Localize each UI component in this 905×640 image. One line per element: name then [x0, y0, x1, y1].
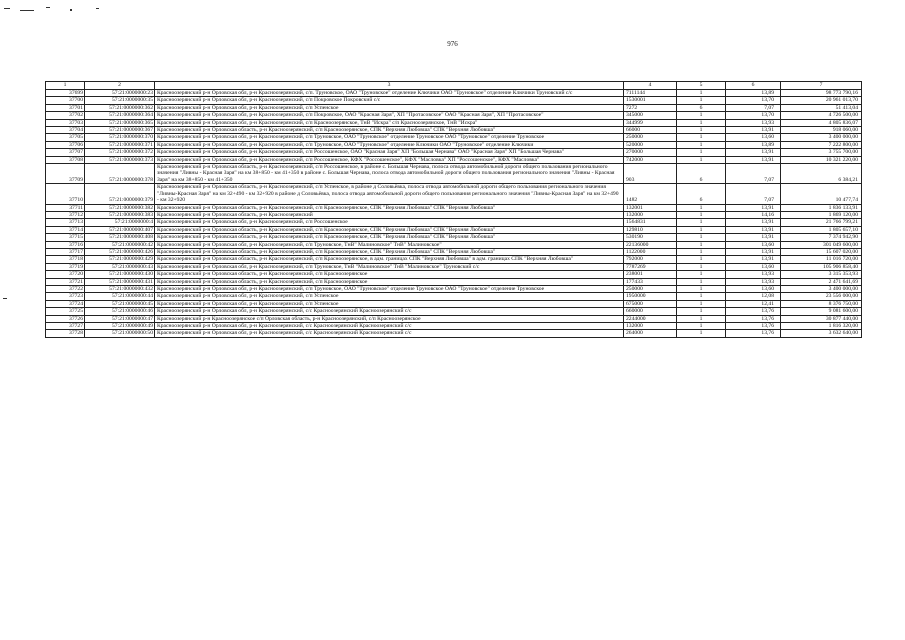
cadastral-value-cell: 1 805 657,10 — [781, 226, 862, 233]
cadastral-number-cell: 57:21:0000000:47 — [85, 315, 155, 322]
location-description-cell: Красноозерянский р-н Орловская обл, р-н Красноозерянский, с/с Красноозерянский Красноозерянский с/с — [155, 323, 624, 330]
unit-value-cell: 13,60 — [726, 241, 781, 248]
cadastral-value-cell: 15 607 020,00 — [781, 248, 862, 255]
column-header: 7 — [781, 82, 862, 90]
row-number-cell: 37708 — [46, 156, 85, 163]
area-cell: 7272 — [624, 104, 677, 111]
scan-speck — [96, 8, 99, 9]
column-header: 5 — [677, 82, 726, 90]
cadastral-value-cell: 6 384,21 — [781, 164, 862, 184]
cadastral-value-cell: 11 016 720,00 — [781, 256, 862, 263]
area-cell: 7787269 — [624, 263, 677, 270]
cadastral-number-cell: 57:21:0000000:371 — [85, 141, 155, 148]
group-cell: 1 — [677, 323, 726, 330]
cadastral-number-cell: 57:21:0000000:35 — [85, 97, 155, 104]
cadastral-number-cell: 57:21:0000000:49 — [85, 323, 155, 330]
group-cell: 1 — [677, 241, 726, 248]
row-number-cell: 37710 — [46, 184, 85, 204]
cadastral-value-cell: 4 805 836,07 — [781, 119, 862, 126]
cadastral-number-cell: 57:21:0000000:383 — [85, 211, 155, 218]
unit-value-cell: 12,08 — [726, 293, 781, 300]
cadastral-value-cell: 3 400 000,00 — [781, 134, 862, 141]
cadastral-number-cell: 57:21:0000000:44 — [85, 293, 155, 300]
row-number-cell: 37726 — [46, 315, 85, 322]
group-cell: 1 — [677, 234, 726, 241]
area-cell: 66000 — [624, 127, 677, 134]
table-row — [46, 149, 862, 156]
location-description-cell: Красноозерянский р-н Орловская область, р-н Красноозерянский, с/п Красноозерянское, в адм. границах СПК "Верхняя Любовша" в адм. границах СПК "Верхняя Любовша" — [155, 256, 624, 263]
row-number-cell: 37717 — [46, 248, 85, 255]
group-cell: 1 — [677, 141, 726, 148]
cadastral-number-cell: 57:21:0000000:382 — [85, 204, 155, 211]
row-number-cell: 37702 — [46, 112, 85, 119]
area-cell: 2244000 — [624, 315, 677, 322]
unit-value-cell: 13,76 — [726, 308, 781, 315]
cadastral-value-cell: 23 556 000,00 — [781, 293, 862, 300]
row-number-cell: 37699 — [46, 90, 85, 97]
table-row — [46, 156, 862, 163]
cadastral-value-cell: 105 906 858,40 — [781, 263, 862, 270]
area-cell: 250000 — [624, 134, 677, 141]
page-number: 976 — [447, 40, 458, 48]
area-cell: 1482 — [624, 184, 677, 204]
area-cell: 132000 — [624, 323, 677, 330]
group-cell: 1 — [677, 112, 726, 119]
cadastral-number-cell: 57:21:0000000:364 — [85, 112, 155, 119]
cadastral-number-cell: 57:21:0000000:23 — [85, 90, 155, 97]
area-cell: 792000 — [624, 256, 677, 263]
row-number-cell: 37727 — [46, 323, 85, 330]
group-cell: 1 — [677, 149, 726, 156]
table-row — [46, 330, 862, 337]
row-number-cell: 37722 — [46, 285, 85, 292]
area-cell: 132000 — [624, 211, 677, 218]
cadastral-value-cell: 21 766 799,21 — [781, 219, 862, 226]
cadastral-number-cell: 57:21:0000000:429 — [85, 256, 155, 263]
unit-value-cell: 7,07 — [726, 104, 781, 111]
land-plot-table — [45, 81, 862, 338]
group-cell: 6 — [677, 164, 726, 184]
area-cell: 903 — [624, 164, 677, 184]
table-row — [46, 271, 862, 278]
location-description-cell: Красноозерянский р-н Орловская обл, р-н Красноозерянский, с/п Россошенское, КФХ "Россошенское", КФХ "Масловка" ХП "Россошенское", КФХ "Масловка" — [155, 156, 624, 163]
cadastral-value-cell: 4 726 500,00 — [781, 112, 862, 119]
unit-value-cell: 13,60 — [726, 263, 781, 270]
cadastral-number-cell: 57:21:0000000:50 — [85, 330, 155, 337]
table-row — [46, 263, 862, 270]
location-description-cell: Красноозерянский р-н Орловская обл, р-н Красноозерянский, с/п Труновское, ОАО "Труновское" отделение Труновское ОАО "Труновское" отделение Труновское — [155, 134, 624, 141]
table-row — [46, 293, 862, 300]
column-header: 2 — [85, 82, 155, 90]
location-description-cell: Красноозерянский р-н Орловская область, р-н Красноозерянский, с/п Красноозерянское — [155, 271, 624, 278]
group-cell: 1 — [677, 330, 726, 337]
cadastral-number-cell: 57:21:0000000:365 — [85, 119, 155, 126]
group-cell: 1 — [677, 263, 726, 270]
table-row — [46, 90, 862, 97]
table-row — [46, 97, 862, 104]
table-row — [46, 141, 862, 148]
cadastral-value-cell: 7 374 942,90 — [781, 234, 862, 241]
area-cell: 1530001 — [624, 97, 677, 104]
cadastral-value-cell: 9 081 600,00 — [781, 308, 862, 315]
cadastral-value-cell: 1 869 120,00 — [781, 211, 862, 218]
group-cell: 1 — [677, 211, 726, 218]
row-number-cell: 37704 — [46, 127, 85, 134]
cadastral-number-cell: 57:21:0000000:426 — [85, 248, 155, 255]
cadastral-value-cell: 3 400 000,00 — [781, 285, 862, 292]
location-description-cell: Красноозерянский р-н Орловская обл, р-н Красноозерянский, с/п Покровское, ОАО "Красная Заря", ХП "Протасовское" ОАО "Красная Заря", ХП "Протасовское" — [155, 112, 624, 119]
table-row — [46, 308, 862, 315]
area-cell: 22136000 — [624, 241, 677, 248]
cadastral-value-cell: 7 222 800,00 — [781, 141, 862, 148]
unit-value-cell: 13,93 — [726, 271, 781, 278]
row-number-cell: 37720 — [46, 271, 85, 278]
scan-speck — [3, 298, 7, 299]
table-row — [46, 323, 862, 330]
table-row — [46, 285, 862, 292]
area-cell: 675000 — [624, 300, 677, 307]
location-description-cell: Красноозерянский р-н Орловская обл, р-н Красноозерянский, с/п Успенское — [155, 300, 624, 307]
area-cell: 345000 — [624, 112, 677, 119]
table-row — [46, 278, 862, 285]
unit-value-cell: 13,91 — [726, 127, 781, 134]
location-description-cell: Красноозерянский р-н Орловская обл, р-н Красноозерянский, с/с Красноозерянский Красноозерянский с/с — [155, 330, 624, 337]
location-description-cell: Красноозерянский р-н Орловская обл, р-н Красноозерянский, с/с Красноозерянский Красноозерянский с/с — [155, 308, 624, 315]
scan-speck — [20, 10, 34, 11]
group-cell: 1 — [677, 308, 726, 315]
unit-value-cell: 13,91 — [726, 256, 781, 263]
area-cell: 1122000 — [624, 248, 677, 255]
cadastral-value-cell: 3 755 700,00 — [781, 149, 862, 156]
cadastral-number-cell: 57:21:0000000:367 — [85, 127, 155, 134]
group-cell: 6 — [677, 104, 726, 111]
location-description-cell: Красноозерянский р-н Орловская область, р-н Красноозерянский, с/п Россошенское, в районе с. Большая Чернава, полоса отвода автомобильной дороги общего пользования регионального значения "Ливны - Красная Заря" на км 38+850 - км 41+350 в районе с. Большая Чернава, полоса отвода автомобильной дороги общего пользования регионального значения "Ливны - Красная Заря" на км 38+850 - км 41+350 — [155, 164, 624, 184]
group-cell: 1 — [677, 219, 726, 226]
location-description-cell: Красноозерянский р-н Орловская область, р-н Красноозерянский, с/п Красноозерянское — [155, 278, 624, 285]
row-number-cell: 37714 — [46, 226, 85, 233]
group-cell: 1 — [677, 256, 726, 263]
area-cell: 742000 — [624, 156, 677, 163]
row-number-cell: 37700 — [46, 97, 85, 104]
location-description-cell: Красноозерянский р-н Орловская область, р-н Красноозерянский, с/п Красноозерянское, СПК "Верхняя Любовша" СПК "Верхняя Любовша" — [155, 226, 624, 233]
row-number-cell: 37713 — [46, 219, 85, 226]
table-row — [46, 204, 862, 211]
group-cell: 1 — [677, 119, 726, 126]
cadastral-value-cell: 8 376 750,00 — [781, 300, 862, 307]
cadastral-value-cell: 20 961 013,70 — [781, 97, 862, 104]
location-description-cell: Красноозерянский р-н Красноозерянское с/п Орловская область, р-н Красноозерянский, с/п Красноозерянское — [155, 315, 624, 322]
row-number-cell: 37718 — [46, 256, 85, 263]
row-number-cell: 37715 — [46, 234, 85, 241]
group-cell: 6 — [677, 184, 726, 204]
column-header: 1 — [46, 82, 85, 90]
table-row — [46, 315, 862, 322]
row-number-cell: 37728 — [46, 330, 85, 337]
table-row — [46, 300, 862, 307]
unit-value-cell: 13,93 — [726, 119, 781, 126]
unit-value-cell: 7,07 — [726, 184, 781, 204]
cadastral-value-cell: 1 836 133,91 — [781, 204, 862, 211]
unit-value-cell: 13,93 — [726, 278, 781, 285]
table-row — [46, 112, 862, 119]
row-number-cell: 37719 — [46, 263, 85, 270]
row-number-cell: 37716 — [46, 241, 85, 248]
location-description-cell: Красноозерянский р-н Орловская область, р-н Красноозерянский, с/п Красноозерянское, СПК "Верхняя Любовша" СПК "Верхняя Любовша" — [155, 248, 624, 255]
location-description-cell: Красноозерянский р-н Орловская обл, р-н Красноозерянский, с/п Россошенское, ОАО "Красная Заря" ХП "Большая Чернава" ОАО "Красная Заря" ХП "Большая Чернава" — [155, 149, 624, 156]
location-description-cell: Красноозерянский р-н Орловская обл, р-н Красноозерянский, с/п Труновское, ТнВ" Малиновское" ТнВ" Малиновское" — [155, 241, 624, 248]
area-cell: 177433 — [624, 278, 677, 285]
scan-speck — [70, 9, 72, 11]
area-cell: 1564831 — [624, 219, 677, 226]
cadastral-number-cell: 57:21:0000000:373 — [85, 156, 155, 163]
area-cell: 129810 — [624, 226, 677, 233]
column-header: 4 — [624, 82, 677, 90]
column-header: 6 — [726, 82, 781, 90]
unit-value-cell: 14,16 — [726, 211, 781, 218]
table-row — [46, 134, 862, 141]
table-row — [46, 241, 862, 248]
area-cell: 250000 — [624, 285, 677, 292]
table-row — [46, 219, 862, 226]
location-description-cell: Красноозерянский р-н Орловская обл, р-н Красноозерянский, с/п Успенское — [155, 104, 624, 111]
unit-value-cell: 12,41 — [726, 300, 781, 307]
cadastral-number-cell: 57:21:0000000:43 — [85, 263, 155, 270]
cadastral-value-cell: 2 471 641,69 — [781, 278, 862, 285]
unit-value-cell: 13,91 — [726, 234, 781, 241]
location-description-cell: Красноозерянский р-н Орловская обл, р-н Красноозерянский, с/п Труновское, ТнВ "Малиновское" ТнВ "Малиновское" Труновский с/с — [155, 263, 624, 270]
table-row — [46, 104, 862, 111]
cadastral-number-cell: 57:21:0000000:45 — [85, 300, 155, 307]
document-table-wrapper — [45, 81, 861, 338]
table-row — [46, 119, 862, 126]
table-row — [46, 248, 862, 255]
group-cell: 1 — [677, 204, 726, 211]
cadastral-number-cell: 57:21:0000000:370 — [85, 134, 155, 141]
cadastral-value-cell: 1 816 320,00 — [781, 323, 862, 330]
row-number-cell: 37721 — [46, 278, 85, 285]
unit-value-cell: 13,76 — [726, 315, 781, 322]
unit-value-cell: 13,60 — [726, 134, 781, 141]
unit-value-cell: 13,91 — [726, 204, 781, 211]
row-number-cell: 37723 — [46, 293, 85, 300]
cadastral-value-cell: 301 049 600,00 — [781, 241, 862, 248]
cadastral-number-cell: 57:21:0000000:378 — [85, 164, 155, 184]
row-number-cell: 37725 — [46, 308, 85, 315]
area-cell: 7111144 — [624, 90, 677, 97]
cadastral-value-cell: 98 773 790,16 — [781, 90, 862, 97]
unit-value-cell: 13,89 — [726, 90, 781, 97]
scan-speck — [46, 7, 50, 8]
area-cell: 520000 — [624, 141, 677, 148]
unit-value-cell: 13,91 — [726, 219, 781, 226]
group-cell: 1 — [677, 90, 726, 97]
table-header-row — [46, 82, 862, 90]
group-cell: 1 — [677, 278, 726, 285]
area-cell: 270000 — [624, 149, 677, 156]
area-cell: 238001 — [624, 271, 677, 278]
location-description-cell: Красноозерянский р-н Орловская область, р-н Красноозерянский, с/п Красноозерянское, СПК "Верхняя Любовша" СПК "Верхняя Любовша" — [155, 127, 624, 134]
area-cell: 530190 — [624, 234, 677, 241]
area-cell: 660000 — [624, 308, 677, 315]
cadastral-value-cell: 30 877 440,00 — [781, 315, 862, 322]
cadastral-number-cell: 57:21:0000000:430 — [85, 271, 155, 278]
area-cell: 264000 — [624, 330, 677, 337]
group-cell: 1 — [677, 293, 726, 300]
column-header: 3 — [155, 82, 624, 90]
cadastral-number-cell: 57:21:0000000:407 — [85, 226, 155, 233]
location-description-cell: Красноозерянский р-н Орловская обл, р-н Красноозерянский, с/п Успенское — [155, 293, 624, 300]
area-cell: 344999 — [624, 119, 677, 126]
cadastral-number-cell: 57:21:0000000:379 — [85, 184, 155, 204]
location-description-cell: Красноозерянский р-н Орловская область, р-н Красноозерянский — [155, 211, 624, 218]
group-cell: 1 — [677, 271, 726, 278]
unit-value-cell: 13,91 — [726, 248, 781, 255]
area-cell: 1950000 — [624, 293, 677, 300]
row-number-cell: 37712 — [46, 211, 85, 218]
table-row — [46, 234, 862, 241]
location-description-cell: Красноозерянский р-н Орловская обл, р-н Красноозерянский, с/п Труновское, ОАО "Труновское" отделение Ключики ОАО "Труновское" отделение Ключики — [155, 141, 624, 148]
cadastral-value-cell: 10 477,74 — [781, 184, 862, 204]
location-description-cell: Красноозерянский р-н Орловская обл, р-н Красноозерянский, с/п. Труновское, ОАО "Труновское" отделение Ключики ОАО "Труновское" отделение Ключики Труновский с/с — [155, 90, 624, 97]
scan-speck — [4, 8, 10, 9]
location-description-cell: Красноозерянский р-н Орловская область, р-н Красноозерянский, с/п Красноозерянское, СПК "Верхняя Любовша" СПК "Верхняя Любовша" — [155, 204, 624, 211]
unit-value-cell: 7,07 — [726, 164, 781, 184]
unit-value-cell: 13,91 — [726, 149, 781, 156]
row-number-cell: 37705 — [46, 134, 85, 141]
location-description-cell: Красноозерянский р-н Орловская обл, р-н Красноозерянский, с/п Красноозерянское, ТнВ "Искра" с/п Красноозерянское, ТнВ "Искра" — [155, 119, 624, 126]
unit-value-cell: 13,60 — [726, 285, 781, 292]
table-body — [46, 90, 862, 338]
unit-value-cell: 13,91 — [726, 226, 781, 233]
table-row — [46, 184, 862, 204]
cadastral-value-cell: 3 315 353,93 — [781, 271, 862, 278]
unit-value-cell: 13,91 — [726, 156, 781, 163]
row-number-cell: 37709 — [46, 164, 85, 184]
row-number-cell: 37703 — [46, 119, 85, 126]
row-number-cell: 37724 — [46, 300, 85, 307]
cadastral-number-cell: 57:21:0000000:46 — [85, 308, 155, 315]
table-row — [46, 211, 862, 218]
location-description-cell: Красноозерянский р-н Орловская область, р-н Красноозерянский, с/п Успенское, в районе д Соловьёвка, полоса отвода автомобильной дороги общего пользования регионального значения "Ливны-Красная Заря" на км 32+490 - км 32+920 в районе д Соловьёвка, полоса отвода автомобильной дороги общего пользования регионального значения "Ливны-Красная Заря" на км 32+490 - км 32+920 — [155, 184, 624, 204]
group-cell: 1 — [677, 127, 726, 134]
cadastral-number-cell: 57:21:0000000:431 — [85, 278, 155, 285]
table-row — [46, 256, 862, 263]
row-number-cell: 37711 — [46, 204, 85, 211]
cadastral-number-cell: 57:21:0000000:432 — [85, 285, 155, 292]
cadastral-number-cell: 57:21:0000000:372 — [85, 149, 155, 156]
unit-value-cell: 13,70 — [726, 112, 781, 119]
group-cell: 1 — [677, 300, 726, 307]
group-cell: 1 — [677, 226, 726, 233]
location-description-cell: Красноозерянский р-н Орловская обл, р-н Красноозерянский, с/п Россошенское — [155, 219, 624, 226]
location-description-cell: Красноозерянский р-н Орловская обл, р-н Красноозерянский, с/п Труновское, ОАО "Труновское" отделение Труновское ОАО "Труновское" отделение Труновское — [155, 285, 624, 292]
row-number-cell: 37706 — [46, 141, 85, 148]
group-cell: 1 — [677, 315, 726, 322]
location-description-cell: Красноозерянский р-н Орловская область, р-н Красноозерянский, с/п Красноозерянское, СПК "Верхняя Любовша" СПК "Верхняя Любовша" — [155, 234, 624, 241]
cadastral-number-cell: 57:21:0000000:42 — [85, 241, 155, 248]
unit-value-cell: 13,76 — [726, 323, 781, 330]
cadastral-number-cell: 57:21:0000000:408 — [85, 234, 155, 241]
unit-value-cell: 13,70 — [726, 97, 781, 104]
unit-value-cell: 13,76 — [726, 330, 781, 337]
group-cell: 1 — [677, 285, 726, 292]
table-row — [46, 164, 862, 184]
group-cell: 1 — [677, 248, 726, 255]
cadastral-number-cell: 57:21:0000000:362 — [85, 104, 155, 111]
cadastral-value-cell: 51 413,04 — [781, 104, 862, 111]
cadastral-value-cell: 3 632 640,00 — [781, 330, 862, 337]
area-cell: 132001 — [624, 204, 677, 211]
row-number-cell: 37701 — [46, 104, 85, 111]
location-description-cell: Красноозерянский р-н Орловская обл, р-н Красноозерянский, с/п Покровское Покровский с/с — [155, 97, 624, 104]
cadastral-number-cell: 57:21:0000000:4 — [85, 219, 155, 226]
unit-value-cell: 13,89 — [726, 141, 781, 148]
group-cell: 1 — [677, 134, 726, 141]
cadastral-value-cell: 10 321 220,00 — [781, 156, 862, 163]
table-row — [46, 226, 862, 233]
group-cell: 1 — [677, 97, 726, 104]
cadastral-value-cell: 918 060,00 — [781, 127, 862, 134]
table-row — [46, 127, 862, 134]
group-cell: 1 — [677, 156, 726, 163]
row-number-cell: 37707 — [46, 149, 85, 156]
